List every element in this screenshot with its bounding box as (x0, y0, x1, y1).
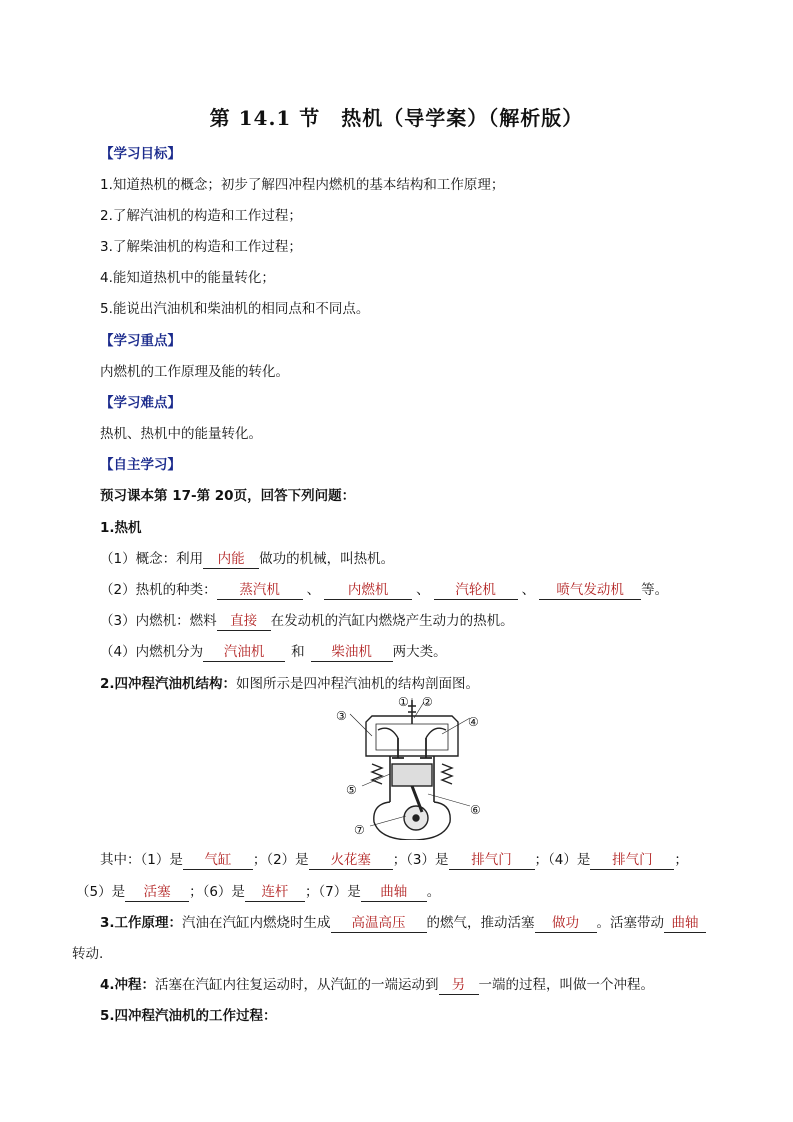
answer-blank: 连杆 (245, 884, 305, 902)
q1-classes-line: （4）内燃机分为 汽油机 和 柴油机 两大类。 (100, 644, 447, 660)
objective-item: 5.能说出汽油机和柴油机的相同点和不同点。 (100, 301, 370, 317)
answer-blank: 排气门 (590, 852, 674, 870)
answer-blank: 另 (439, 977, 479, 995)
objective-item: 3.了解柴油机的构造和工作过程； (100, 239, 302, 255)
q1-concept-line: （1）概念：利用 内能 做功的机械，叫热机。 (100, 551, 395, 567)
q4-line: 4.冲程：活塞在汽缸内往复运动时，从汽缸的一端运动到 另 一端的过程，叫做一个冲程。 (100, 977, 655, 993)
q2-parts-line-2: （5）是 活塞 ；（6）是 连杆 ；（7）是 曲轴 。 (76, 884, 441, 900)
answer-blank: 汽油机 (203, 644, 285, 662)
difficulties-text: 热机、热机中的能量转化。 (100, 426, 262, 442)
q3-continuation: 转动. (72, 946, 104, 962)
valve-spring-right (442, 764, 452, 784)
answer-blank: 内能 (203, 551, 259, 569)
answer-blank: 内燃机 (324, 582, 412, 600)
answer-blank: 蒸汽机 (217, 582, 303, 600)
diagram-label-1: ① (398, 695, 409, 709)
q3-line: 3.工作原理：汽油在汽缸内燃烧时生成 高温高压 的燃气，推动活塞 做功 。活塞带动 曲轴 (100, 913, 706, 933)
objective-item: 1.知道热机的概念；初步了解四冲程内燃机的基本结构和工作原理； (100, 177, 505, 193)
key-points-heading: 【学习重点】 (100, 333, 181, 349)
self-study-intro: 预习课本第 17-第 20页，回答下列问题： (100, 488, 356, 504)
answer-blank: 活塞 (125, 884, 189, 902)
q1-types-line: （2）热机的种类： 蒸汽机 、 内燃机 、 汽轮机 、 喷气发动机 等。 (100, 582, 669, 598)
q1-heading: 1.热机 (100, 520, 142, 536)
difficulties-heading: 【学习难点】 (100, 395, 181, 411)
q1-ice-line: （3）内燃机：燃料 直接 在发动机的汽缸内燃烧产生动力的热机。 (100, 613, 514, 629)
engine-diagram (332, 694, 492, 840)
answer-blank: 气缸 (183, 852, 253, 870)
objective-item: 4.能知道热机中的能量转化； (100, 270, 275, 286)
key-points-text: 内燃机的工作原理及能的转化。 (100, 364, 289, 380)
intake-port (378, 728, 398, 738)
answer-blank: 做功 (535, 915, 597, 933)
answer-blank: 汽轮机 (434, 582, 518, 600)
answer-blank: 排气门 (449, 852, 535, 870)
objective-item: 2.了解汽油机的构造和工作过程； (100, 208, 302, 224)
q2-parts-line-1: 其中：（1）是 气缸 ；（2）是 火花塞 ；（3）是 排气门 ；（4）是 排气门 ； (100, 852, 688, 868)
diagram-label-2: ② (422, 695, 433, 709)
diagram-label-4: ④ (468, 715, 479, 729)
diagram-label-7: ⑦ (354, 823, 365, 837)
answer-blank: 喷气发动机 (539, 582, 641, 600)
answer-blank: 曲轴 (361, 884, 427, 902)
intake-valve (392, 738, 404, 758)
exhaust-valve (420, 738, 432, 758)
diagram-label-5: ⑤ (346, 783, 357, 797)
q5-heading: 5.四冲程汽油机的工作过程： (100, 1008, 277, 1024)
self-study-heading: 【自主学习】 (100, 457, 181, 473)
q2-line: 2.四冲程汽油机结构：如图所示是四冲程汽油机的结构剖面图。 (100, 676, 480, 692)
piston (392, 764, 432, 786)
page-title: 第 14.1 节 热机（导学案）（解析版） (209, 106, 584, 130)
answer-blank: 曲轴 (664, 915, 706, 933)
answer-blank: 直接 (217, 613, 271, 631)
diagram-label-6: ⑥ (470, 803, 481, 817)
objectives-heading: 【学习目标】 (100, 146, 181, 162)
answer-blank: 柴油机 (311, 644, 393, 662)
answer-blank: 火花塞 (309, 852, 393, 870)
answer-blank: 高温高压 (331, 915, 427, 933)
diagram-label-3: ③ (336, 709, 347, 723)
